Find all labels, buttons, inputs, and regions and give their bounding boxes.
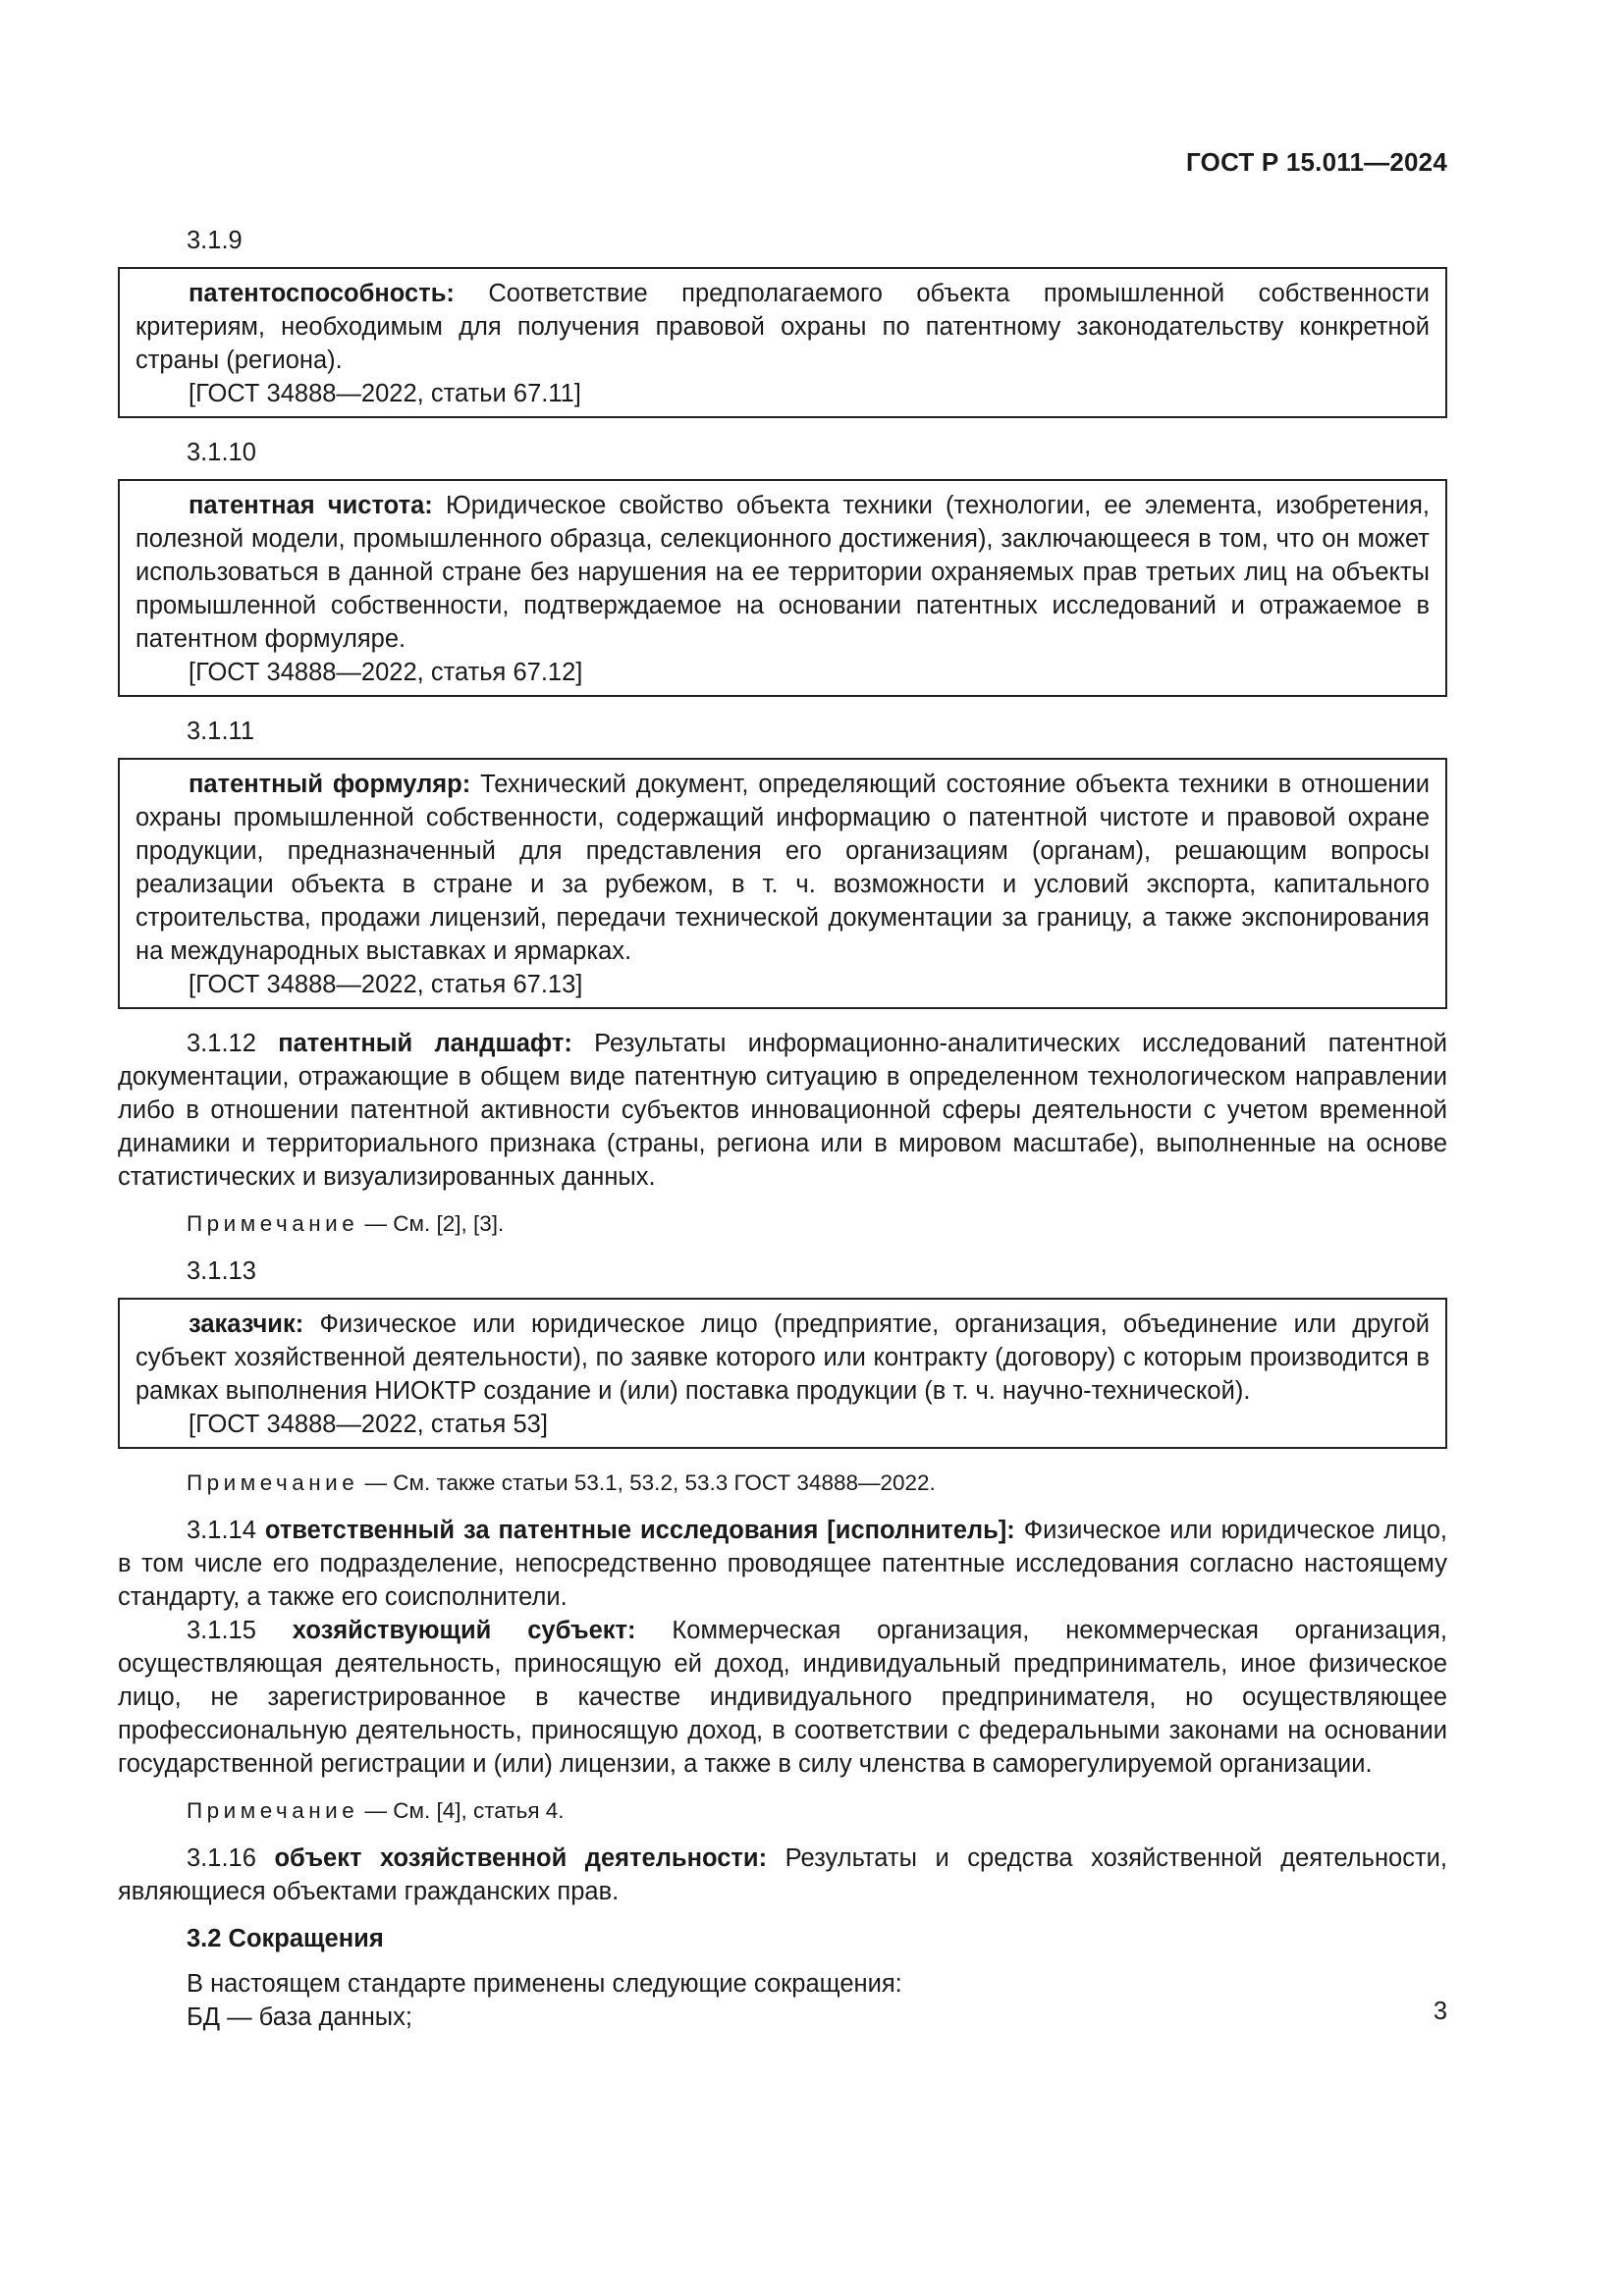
term-name: патентный ландшафт: [278, 1030, 572, 1057]
term-source: [ГОСТ 34888—2022, статьи 67.11] [189, 380, 581, 407]
term-name: объект хозяйственной деятельности: [274, 1844, 768, 1872]
term-name: ответственный за патентные исследования [исполнитель]: [264, 1517, 1015, 1544]
definition-text: Физическое или юридическое лицо (предприятие, организация, объединение или другой субъект хозяйственной деятельности), по заявке которого или контракту (договору) с которым производится в рамках выполнения НИОКТР создание и (или) поставка продукции (в т. ч. научно-технической). [135, 1310, 1430, 1405]
note-label: Примечание [187, 1470, 359, 1495]
term-number: 3.1.11 [187, 718, 255, 745]
term-paragraph-3-1-15 [118, 1614, 1447, 1781]
definition-text: Физическое или юридическое лицо, в том числе его подразделение, непосредственно проводящее патентные исследования согласно настоящему стандарту, а также его соисполнители. [118, 1517, 1447, 1611]
term-name: патентная чистота: [189, 492, 433, 519]
term-paragraph-3-1-12 [118, 1027, 1447, 1194]
note-label: Примечание [187, 1798, 359, 1823]
note [118, 1794, 1447, 1828]
term-number: 3.1.9 [187, 227, 243, 254]
definition-text: Коммерческая организация, некоммерческая организация, осуществляющая деятельность, приносящую ей доход, индивидуальный предприниматель, иное физическое лицо, не зарегистрированное в качестве индивидуального предпринимателя, но осуществляющее профессиональную деятельность, приносящую доход, в соответствии с федеральными законами на основании государственной регистрации и (или) лицензии, а также в силу членства в саморегулируемой организации. [118, 1617, 1448, 1778]
note-text: — См. [2], [3]. [364, 1211, 505, 1236]
section-intro: В настоящем стандарте применены следующие сокращения: [187, 1970, 902, 1998]
term-source: [ГОСТ 34888—2022, статья 53] [189, 1411, 548, 1438]
note-label: Примечание [187, 1211, 359, 1236]
term-name: заказчик: [189, 1310, 304, 1338]
term-source: [ГОСТ 34888—2022, статья 67.13] [189, 971, 583, 998]
term-number: 3.1.16 [187, 1844, 256, 1872]
page-content [118, 224, 1447, 2034]
term-paragraph-3-1-16 [118, 1842, 1447, 1908]
definition-text: Технический документ, определяющий состояние объекта техники в отношении охраны промышленной собственности, содержащий информацию о патентной чистоте и правовой охране продукции, предназначенный для представления его организациям (органам), решающим вопросы реализации объекта в стране и за рубежом, в т. ч. возможности и условий экспорта, капитального строительства, продажи лицензий, передачи технической документации за границу, а также экспонирования на международных выставках и ярмарках. [135, 771, 1430, 965]
definition-text: Юридическое свойство объекта техники (технологии, ее элемента, изобретения, полезной модели, промышленного образца, селекционного достижения), заключающееся в том, что он может использоваться в данной стране без нарушения на ее территории охраняемых прав третьих лиц на объекты промышленной собственности, подтверждаемое на основании патентных исследований и отражаемое в патентном формуляре. [135, 492, 1430, 653]
term-box-3-1-13 [118, 1298, 1447, 1449]
definition-text: Результаты информационно-аналитических исследований патентной документации, отражающие в общем виде патентную ситуацию в определенном технологическом направлении либо в отношении патентной активности субъектов инновационной сферы деятельности с учетом временной динамики и территориального признака (страны, региона или в мировом масштабе), выполненные на основе статистических и визуализированных данных. [118, 1030, 1448, 1191]
definition-text: Соответствие предполагаемого объекта промышленной собственности критериям, необходимым для получения правовой охраны по патентному законодательству конкретной страны (региона). [135, 280, 1430, 374]
definition-text: Результаты и средства хозяйственной деятельности, являющиеся объектами гражданских прав. [118, 1844, 1447, 1905]
term-box-3-1-10 [118, 479, 1447, 697]
page-number: 3 [1433, 1998, 1447, 2025]
term-name: патентоспособность: [189, 280, 455, 307]
term-source: [ГОСТ 34888—2022, статья 67.12] [189, 659, 583, 686]
term-number: 3.1.12 [187, 1030, 256, 1057]
note-text: — См. также статьи 53.1, 53.2, 53.3 ГОСТ 34888—2022. [364, 1470, 936, 1495]
term-paragraph-3-1-14 [118, 1514, 1447, 1614]
term-box-3-1-11 [118, 758, 1447, 1009]
note-text: — См. [4], статья 4. [364, 1798, 565, 1823]
term-definition [135, 1308, 1430, 1408]
term-number: 3.1.10 [187, 439, 256, 466]
term-definition [135, 489, 1430, 656]
section-title: 3.2 Сокращения [187, 1925, 384, 1952]
term-name: патентный формуляр: [189, 771, 471, 798]
note [118, 1467, 1447, 1500]
term-name: хозяйствующий субъект: [292, 1617, 636, 1644]
note [118, 1207, 1447, 1241]
document-code: ГОСТ Р 15.011—2024 [1186, 147, 1447, 177]
term-number: 3.1.15 [187, 1617, 256, 1644]
term-box-3-1-9 [118, 267, 1447, 418]
abbreviation-item: БД — база данных; [187, 2003, 412, 2031]
term-number: 3.1.14 [187, 1517, 256, 1544]
term-definition [135, 277, 1430, 377]
term-number: 3.1.13 [187, 1257, 256, 1285]
term-definition [135, 768, 1430, 968]
